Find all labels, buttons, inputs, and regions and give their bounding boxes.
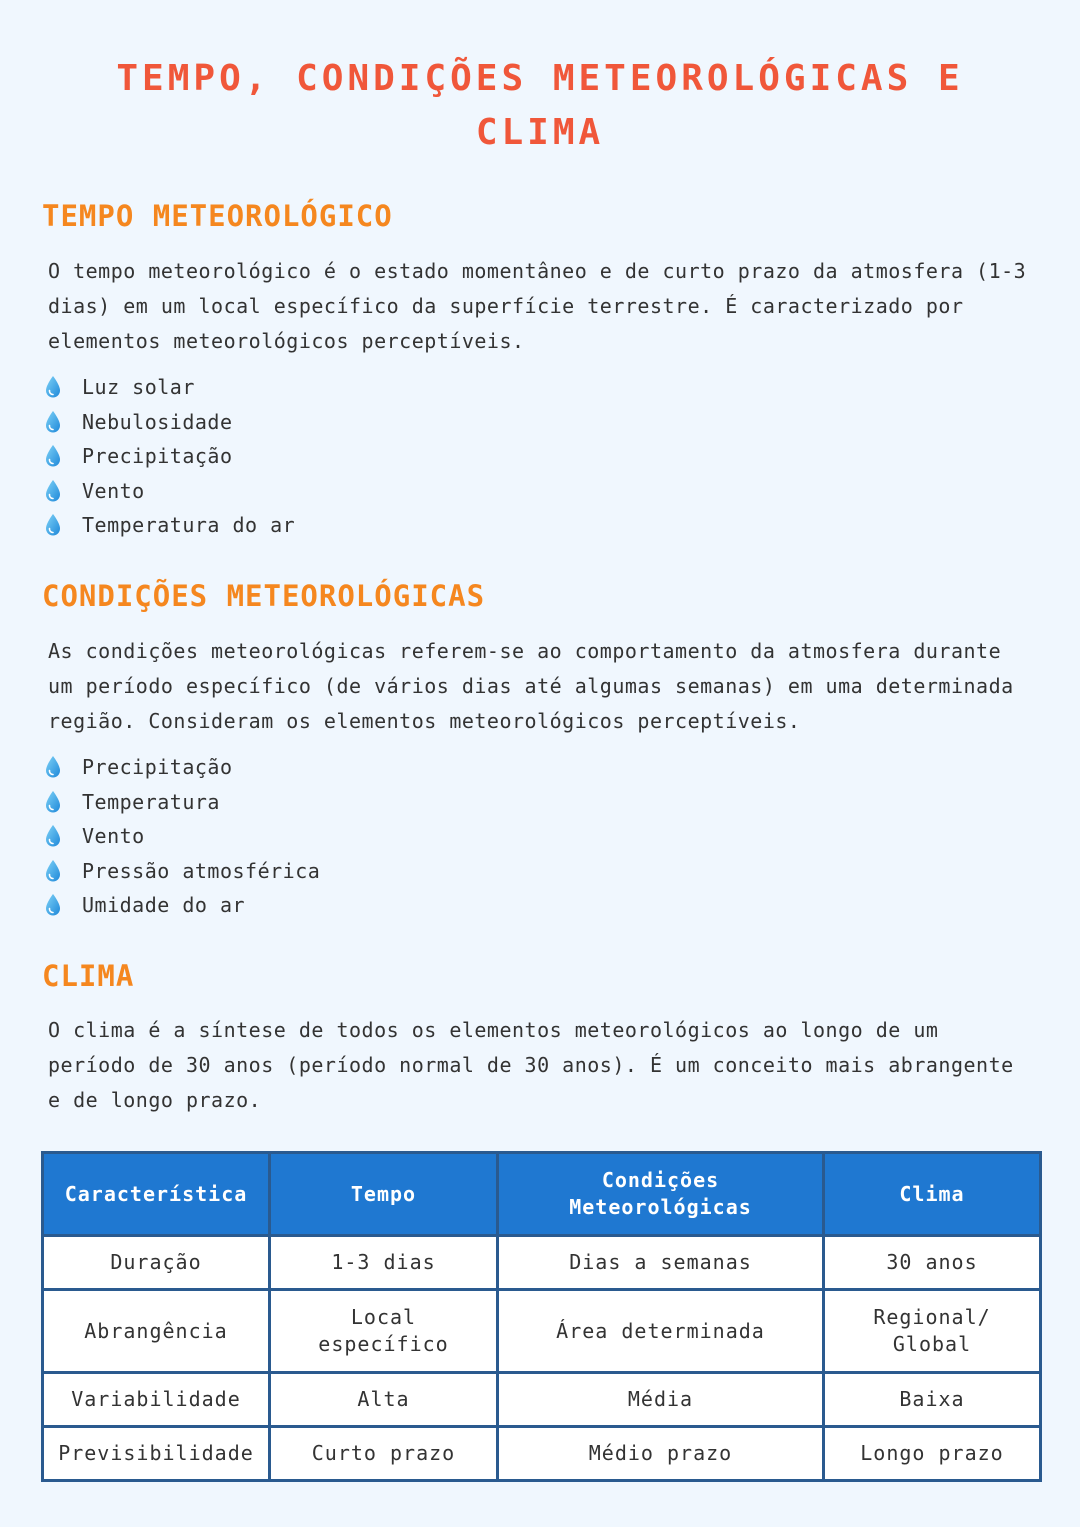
table-cell: Baixa: [824, 1373, 1041, 1427]
table-row: [43, 1427, 1041, 1481]
water-drop-icon: [44, 479, 62, 503]
table-header-cell: Condições Meteorológicas: [498, 1153, 824, 1236]
list-item: Precipitação: [44, 439, 295, 474]
list-item: Temperatura do ar: [44, 508, 295, 543]
table-cell: Variabilidade: [43, 1373, 270, 1427]
table-row: [43, 1236, 1041, 1290]
list-item: Temperatura: [44, 785, 320, 820]
list-item: Vento: [44, 474, 295, 509]
water-drop-icon: [44, 513, 62, 537]
table-header-cell: Clima: [824, 1153, 1041, 1236]
table-cell: Longo prazo: [824, 1427, 1041, 1481]
water-drop-icon: [44, 444, 62, 468]
water-drop-icon: [44, 893, 62, 917]
table-cell: Médio prazo: [498, 1427, 824, 1481]
table-header-cell: Característica: [43, 1153, 270, 1236]
table-cell: Regional/ Global: [824, 1290, 1041, 1373]
table-cell: Média: [498, 1373, 824, 1427]
table-header-cell: Tempo: [270, 1153, 498, 1236]
water-drop-icon: [44, 375, 62, 399]
table-cell: Previsibilidade: [43, 1427, 270, 1481]
section-text-condicoes: As condições meteorológicas referem-se ao comportamento da atmosfera durante um período específico (de vários dias até algumas semanas) em uma determinada região. Consideram os elementos meteorológicos perceptíveis.: [48, 639, 1014, 733]
section-heading-clima: CLIMA: [42, 959, 135, 993]
table-cell: 1-3 dias: [270, 1236, 498, 1290]
table-cell: 30 anos: [824, 1236, 1041, 1290]
table-header-row: [43, 1153, 1041, 1236]
table-cell: Alta: [270, 1373, 498, 1427]
table-cell: Abrangência: [43, 1290, 270, 1373]
comparison-table: [41, 1151, 1042, 1482]
water-drop-icon: [44, 790, 62, 814]
section-text-clima: O clima é a síntese de todos os elementos meteorológicos ao longo de um período de 30 anos (período normal de 30 anos). É um conceito mais abrangente e de longo prazo.: [48, 1018, 1014, 1112]
list-item: Umidade do ar: [44, 888, 320, 923]
section-heading-condicoes: CONDIÇÕES METEOROLÓGICAS: [42, 579, 486, 613]
water-drop-icon: [44, 859, 62, 883]
table-cell: Local específico: [270, 1290, 498, 1373]
list-item: Pressão atmosférica: [44, 854, 320, 889]
table-cell: Dias a semanas: [498, 1236, 824, 1290]
table-row: [43, 1373, 1041, 1427]
list-item: Nebulosidade: [44, 405, 295, 440]
table-cell: Duração: [43, 1236, 270, 1290]
table-cell: Curto prazo: [270, 1427, 498, 1481]
section-heading-tempo: TEMPO METEOROLÓGICO: [42, 199, 393, 233]
page-title: TEMPO, CONDIÇÕES METEOROLÓGICAS E CLIMA: [116, 58, 964, 153]
list-item: Precipitação: [44, 750, 320, 785]
table-cell: Área determinada: [498, 1290, 824, 1373]
list-item: Vento: [44, 819, 320, 854]
water-drop-icon: [44, 410, 62, 434]
table-row: [43, 1290, 1041, 1373]
list-item: Luz solar: [44, 370, 295, 405]
list-tempo: [44, 370, 295, 543]
water-drop-icon: [44, 755, 62, 779]
list-condicoes: [44, 750, 320, 923]
section-text-tempo: O tempo meteorológico é o estado momentâneo e de curto prazo da atmosfera (1-3 dias) em um local específico da superfície terrestre. É caracterizado por elementos meteorológicos perceptíveis.: [48, 259, 1027, 353]
water-drop-icon: [44, 824, 62, 848]
